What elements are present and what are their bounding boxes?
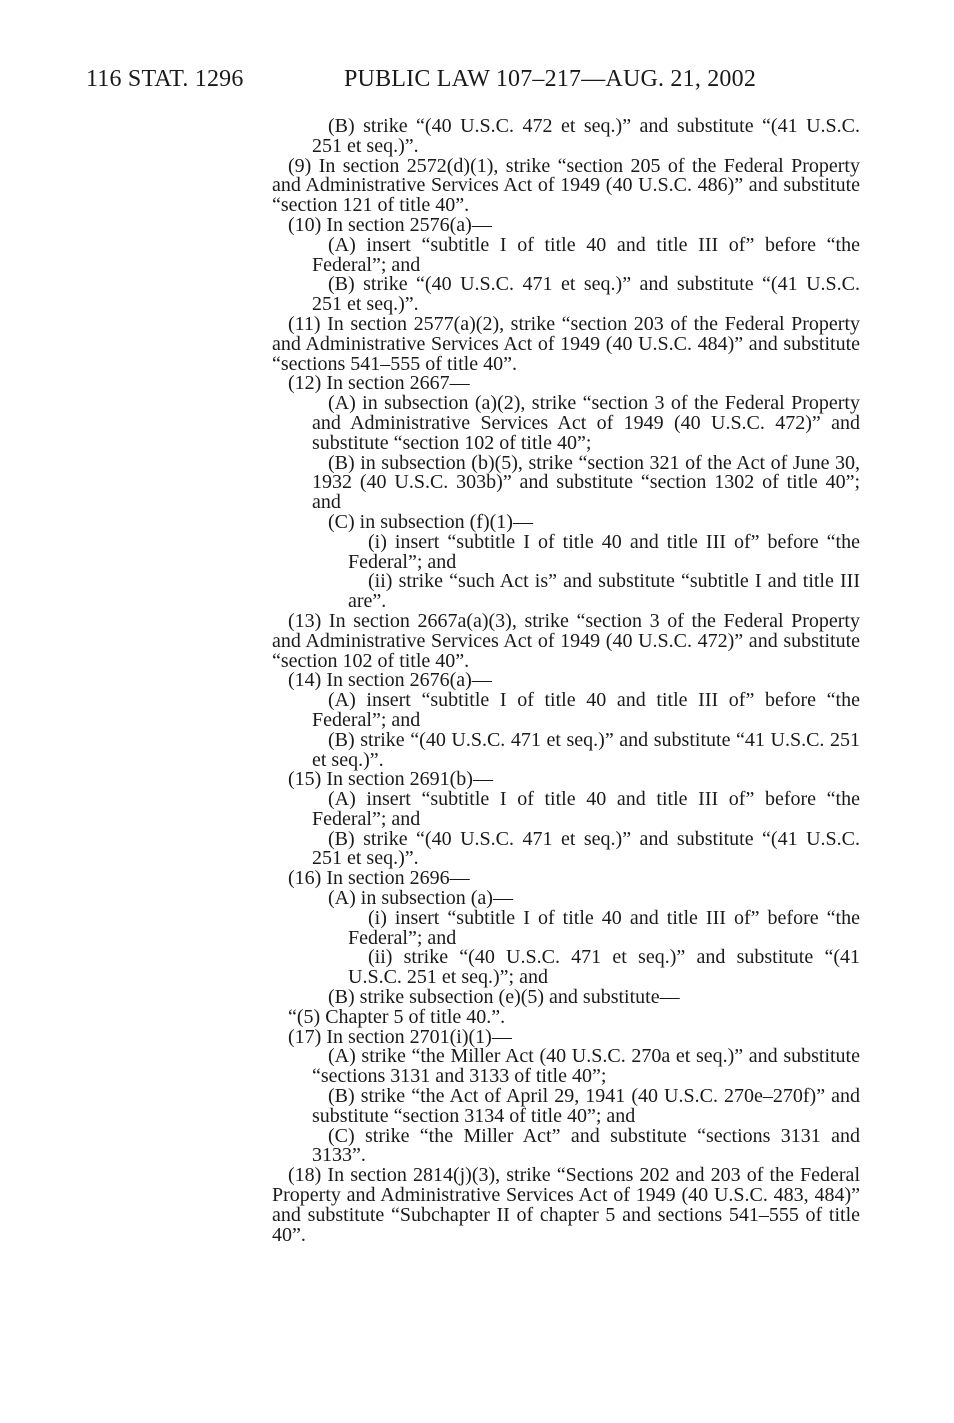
page-header	[86, 66, 886, 100]
paragraph-level-2: (B) strike subsection (e)(5) and substitute—	[328, 986, 680, 1009]
paragraph-level-2: (B) strike “(40 U.S.C. 471 et seq.)” and substitute “(41 U.S.C. 251 et seq.)”.	[312, 827, 860, 870]
paragraph-level-3: (i) insert “subtitle I of title 40 and title III of” before “the Federal”; and	[348, 530, 860, 573]
paragraph-level-3: (ii) strike “(40 U.S.C. 471 et seq.)” and substitute “(41 U.S.C. 251 et seq.)”; and	[348, 946, 860, 989]
paragraph-level-2: (B) in subsection (b)(5), strike “section 321 of the Act of June 30, 1932 (40 U.S.C. 303b)” and substitute “section 1302 of title 40”; and	[312, 451, 860, 514]
paragraph-level-2: (B) strike “(40 U.S.C. 471 et seq.)” and substitute “41 U.S.C. 251 et seq.)”.	[312, 728, 860, 771]
paragraph-level-2: (B) strike “the Act of April 29, 1941 (40 U.S.C. 270e–270f)” and substitute “section 3134 of title 40”; and	[312, 1085, 860, 1127]
paragraph-level-1: (18) In section 2814(j)(3), strike “Sections 202 and 203 of the Federal Property and Administrative Services Act of 1949 (40 U.S.C. 483, 484)” and substitute “Subchapter II of chapter 5 and sections 541–555 of title 40”.	[272, 1164, 860, 1246]
page-number: 116 STAT. 1296	[86, 66, 244, 92]
paragraph-level-2: (A) insert “subtitle I of title 40 and title III of” before “the Federal”; and	[312, 788, 860, 830]
paragraph-level-1: (15) In section 2691(b)—	[288, 768, 493, 791]
paragraph-level-2: (A) insert “subtitle I of title 40 and title III of” before “the Federal”; and	[312, 233, 860, 276]
paragraph-level-2: (A) strike “the Miller Act (40 U.S.C. 270a et seq.)” and substitute “sections 3131 and 3133 of title 40”;	[312, 1045, 860, 1088]
paragraph-level-1: (12) In section 2667—	[288, 372, 470, 395]
paragraph-level-2: (B) strike “(40 U.S.C. 471 et seq.)” and substitute “(41 U.S.C. 251 et seq.)”.	[312, 273, 860, 316]
paragraph-level-2: (C) strike “the Miller Act” and substitute “sections 3131 and 3133”.	[312, 1124, 860, 1167]
paragraph-level-2: (A) in subsection (a)—	[328, 887, 513, 910]
paragraph-level-1: (11) In section 2577(a)(2), strike “section 203 of the Federal Property and Administrative Services Act of 1949 (40 U.S.C. 484)” and substitute “sections 541–555 of title 40”.	[272, 312, 860, 375]
paragraph-level-1: (14) In section 2676(a)—	[288, 669, 492, 692]
paragraph-level-1: (10) In section 2576(a)—	[288, 213, 492, 236]
paragraph-level-1: (9) In section 2572(d)(1), strike “section 205 of the Federal Property and Administrative Services Act of 1949 (40 U.S.C. 486)” and substitute “section 121 of title 40”.	[272, 154, 860, 217]
paragraph-level-2: (B) strike “(40 U.S.C. 472 et seq.)” and substitute “(41 U.S.C. 251 et seq.)”.	[312, 115, 860, 157]
body-text	[272, 117, 860, 1245]
paragraph-level-3: (i) insert “subtitle I of title 40 and title III of” before “the Federal”; and	[348, 906, 860, 949]
law-title: PUBLIC LAW 107–217—AUG. 21, 2002	[344, 66, 757, 92]
paragraph-level-1: (17) In section 2701(i)(1)—	[288, 1025, 512, 1048]
paragraph-level-1: (13) In section 2667a(a)(3), strike “section 3 of the Federal Property and Administrative Services Act of 1949 (40 U.S.C. 472)” and substitute “section 102 of title 40”.	[272, 609, 860, 672]
paragraph-level-2: (A) insert “subtitle I of title 40 and title III of” before “the Federal”; and	[312, 689, 860, 731]
paragraph-level-1: (16) In section 2696—	[288, 867, 470, 890]
paragraph-level-1: “(5) Chapter 5 of title 40.”.	[288, 1005, 506, 1028]
paragraph-level-2: (C) in subsection (f)(1)—	[328, 510, 533, 533]
paragraph-level-3: (ii) strike “such Act is” and substitute “subtitle I and title III are”.	[348, 570, 860, 613]
paragraph-level-2: (A) in subsection (a)(2), strike “section 3 of the Federal Property and Administrative Services Act of 1949 (40 U.S.C. 472)” and substitute “section 102 of title 40”;	[312, 392, 860, 454]
